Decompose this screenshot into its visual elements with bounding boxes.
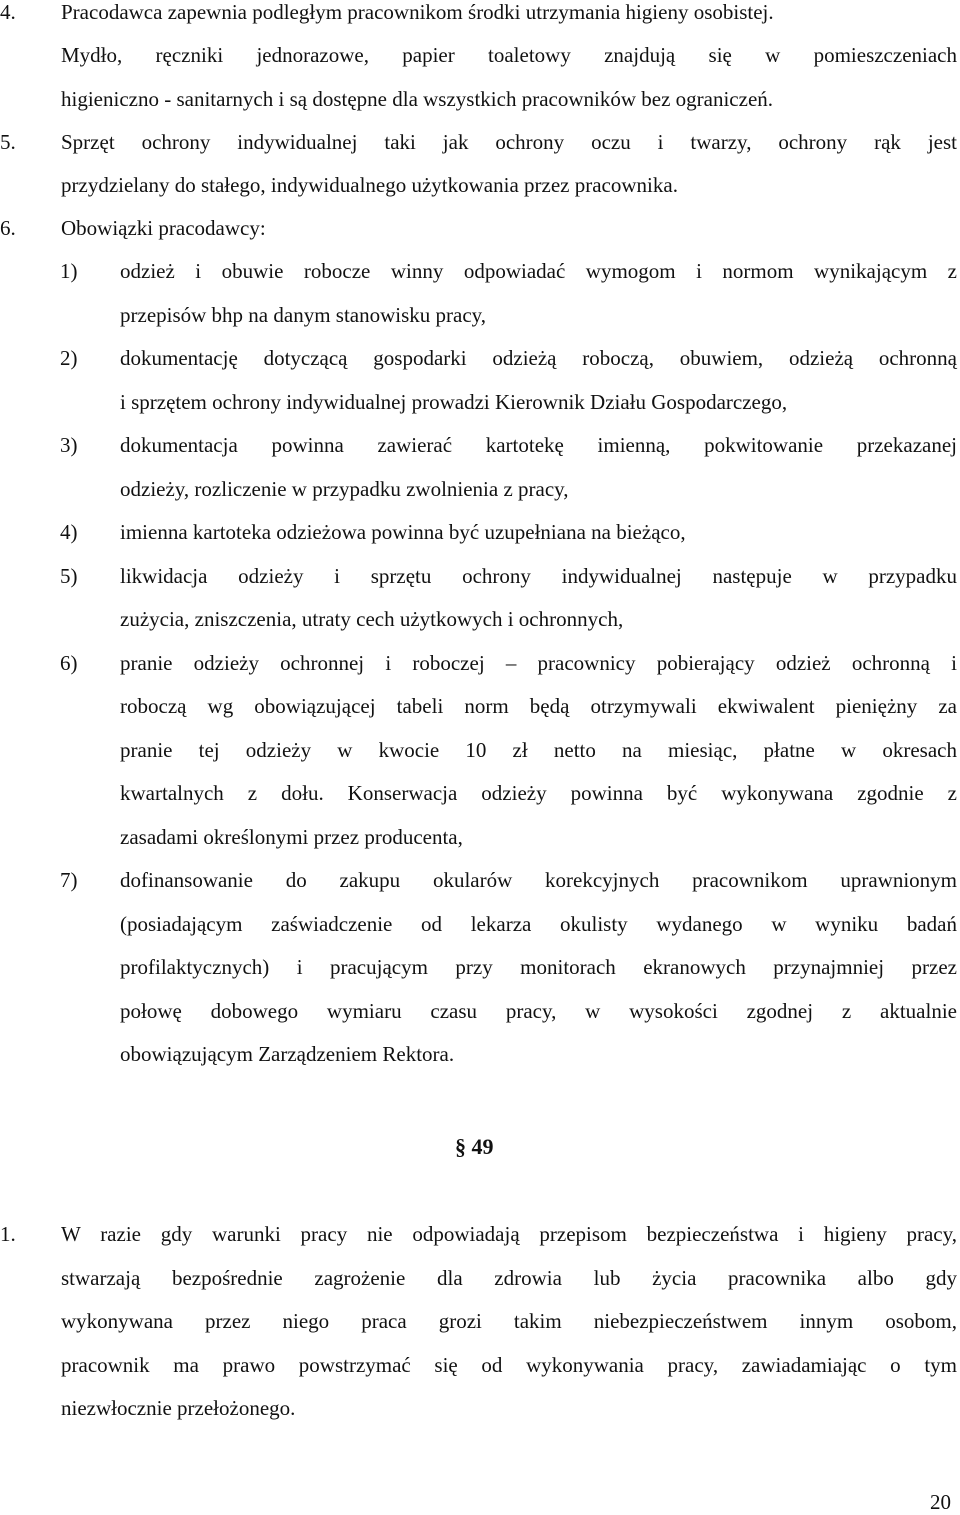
text-line: kwartalnych z dołu. Konserwacja odzieży powinna być wykonywana zgodnie z bbox=[120, 781, 957, 805]
text-line: Sprzęt ochrony indywidualnej taki jak ochrony oczu i twarzy, ochrony rąk jest bbox=[61, 130, 957, 154]
page-number: 20 bbox=[930, 1490, 951, 1514]
item-number: 4. bbox=[0, 0, 16, 24]
text-line: odzieży, rozliczenie w przypadku zwolnienia z pracy, bbox=[120, 477, 569, 501]
text-line: Mydło, ręczniki jednorazowe, papier toaletowy znajdują się w pomieszczeniach bbox=[61, 43, 957, 67]
item-number: 1. bbox=[0, 1222, 16, 1246]
item-number: 5. bbox=[0, 130, 16, 154]
text-line: zasadami określonymi przez producenta, bbox=[120, 825, 463, 849]
list-intro: Obowiązki pracodawcy: bbox=[61, 216, 266, 240]
text-line: higieniczno - sanitarnych i są dostępne dla wszystkich pracowników bez ograniczeń. bbox=[61, 87, 774, 111]
text-line: likwidacja odzieży i sprzętu ochrony indywidualnej następuje w przypadku bbox=[120, 564, 957, 588]
text-line: i sprzętem ochrony indywidualnej prowadzi Kierownik Działu Gospodarczego, bbox=[120, 390, 788, 414]
text-line: pranie tej odzieży w kwocie 10 zł netto na miesiąc, płatne w okresach bbox=[120, 738, 957, 762]
text-line: (posiadającym zaświadczenie od lekarza okulisty wydanego w wyniku badań bbox=[120, 912, 957, 936]
text-line: połowę dobowego wymiaru czasu pracy, w wysokości zgodnej z aktualnie bbox=[120, 999, 957, 1023]
text-line: dofinansowanie do zakupu okularów korekcyjnych pracownikom uprawnionym bbox=[120, 868, 957, 892]
section-heading: § 49 bbox=[455, 1134, 494, 1159]
sub-item-number: 4) bbox=[60, 520, 78, 544]
text-line: W razie gdy warunki pracy nie odpowiadają przepisom bezpieczeństwa i higieny pracy, bbox=[61, 1222, 957, 1246]
text-line: roboczą wg obowiązującej tabeli norm będą otrzymywali ekwiwalent pieniężny za bbox=[120, 694, 957, 718]
sub-item-number: 5) bbox=[60, 564, 78, 588]
text-line: obowiązującym Zarządzeniem Rektora. bbox=[120, 1042, 455, 1066]
text-line: odzież i obuwie robocze winny odpowiadać wymogom i normom wynikającym z bbox=[120, 259, 957, 283]
text-line: przepisów bhp na danym stanowisku pracy, bbox=[120, 303, 487, 327]
sub-item-number: 1) bbox=[60, 259, 78, 283]
text-line: dokumentację dotyczącą gospodarki odzieżą roboczą, obuwiem, odzieżą ochronną bbox=[120, 346, 957, 370]
text-line: zużycia, zniszczenia, utraty cech użytkowych i ochronnych, bbox=[120, 607, 624, 631]
sub-item-number: 7) bbox=[60, 868, 78, 892]
text-line: przydzielany do stałego, indywidualnego użytkowania przez pracownika. bbox=[61, 173, 678, 197]
text-line: wykonywana przez niego praca grozi takim niebezpieczeństwem innym osobom, bbox=[61, 1309, 957, 1333]
sub-item-number: 2) bbox=[60, 346, 78, 370]
text-line: pracownik ma prawo powstrzymać się od wykonywania pracy, zawiadamiając o tym bbox=[61, 1353, 957, 1377]
text-line: Pracodawca zapewnia podległym pracownikom środki utrzymania higieny osobistej. bbox=[61, 0, 774, 24]
text-line: dokumentacja powinna zawierać kartotekę imienną, pokwitowanie przekazanej bbox=[120, 433, 957, 457]
text-line: pranie odzieży ochronnej i roboczej – pracownicy pobierający odzież ochronną i bbox=[120, 651, 957, 675]
item-number: 6. bbox=[0, 216, 16, 240]
sub-item-number: 6) bbox=[60, 651, 78, 675]
text-line: imienna kartoteka odzieżowa powinna być uzupełniana na bieżąco, bbox=[120, 520, 686, 544]
text-line: stwarzają bezpośrednie zagrożenie dla zdrowia lub życia pracownika albo gdy bbox=[61, 1266, 957, 1290]
text-line: profilaktycznych) i pracującym przy monitorach ekranowych przynajmniej przez bbox=[120, 955, 957, 979]
sub-item-number: 3) bbox=[60, 433, 78, 457]
text-line: niezwłocznie przełożonego. bbox=[61, 1396, 296, 1420]
